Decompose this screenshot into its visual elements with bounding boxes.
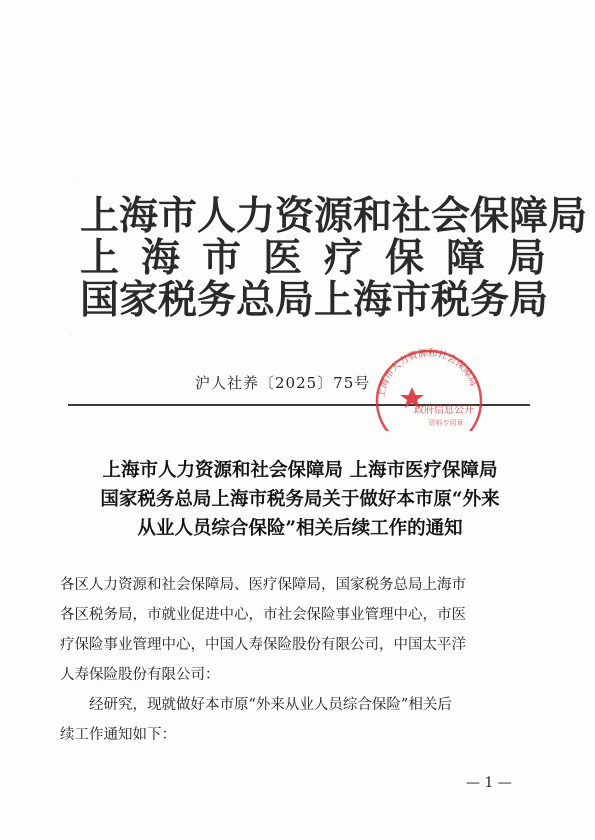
- seal-center-text: 政府信息公开: [414, 405, 474, 416]
- scan-artifact: ·: [72, 180, 75, 190]
- document-number: 沪人社养〔2025〕75号: [195, 374, 371, 392]
- addressee-line: 疗保险事业管理中心，中国人寿保险股份有限公司，中国太平洋: [60, 637, 466, 653]
- page-number: — 1 —: [466, 775, 512, 791]
- document-title: [60, 456, 540, 543]
- title-line: 上海市人力资源和社会保障局 上海市医疗保障局: [102, 460, 498, 481]
- org-line-medical-security: 上海市医疗保障局: [80, 235, 569, 281]
- seal-bottom-text: 资料专用章: [428, 419, 464, 427]
- addressee-line: 各区人力资源和社会保障局、医疗保障局，国家税务总局上海市: [60, 577, 466, 593]
- title-line: 从业人员综合保险”相关后续工作的通知: [137, 518, 463, 539]
- body-paragraph-line: 续工作通知如下：: [60, 727, 176, 743]
- addressee-line: 各区税务局，市就业促进中心，市社会保险事业管理中心，市医: [60, 607, 466, 623]
- body-paragraph-line: 经研究，现就做好本市原“外来从业人员综合保险”相关后: [89, 697, 452, 713]
- addressee-line: 人寿保险股份有限公司：: [60, 667, 220, 683]
- org-line-hrss: 上海市人力资源和社会保障局: [80, 193, 588, 239]
- org-line-tax-bureau: 国家税务总局上海市税务局: [80, 277, 549, 323]
- scan-artifact: ·: [70, 330, 73, 340]
- official-seal-stamp: [370, 343, 488, 431]
- issuing-organizations: [80, 193, 588, 323]
- document-body: [60, 570, 538, 750]
- title-line: 国家税务总局上海市税务局关于做好本市原“外来: [100, 489, 500, 510]
- seal-ring-text: 上海市人力资源和社会保障局: [375, 347, 480, 399]
